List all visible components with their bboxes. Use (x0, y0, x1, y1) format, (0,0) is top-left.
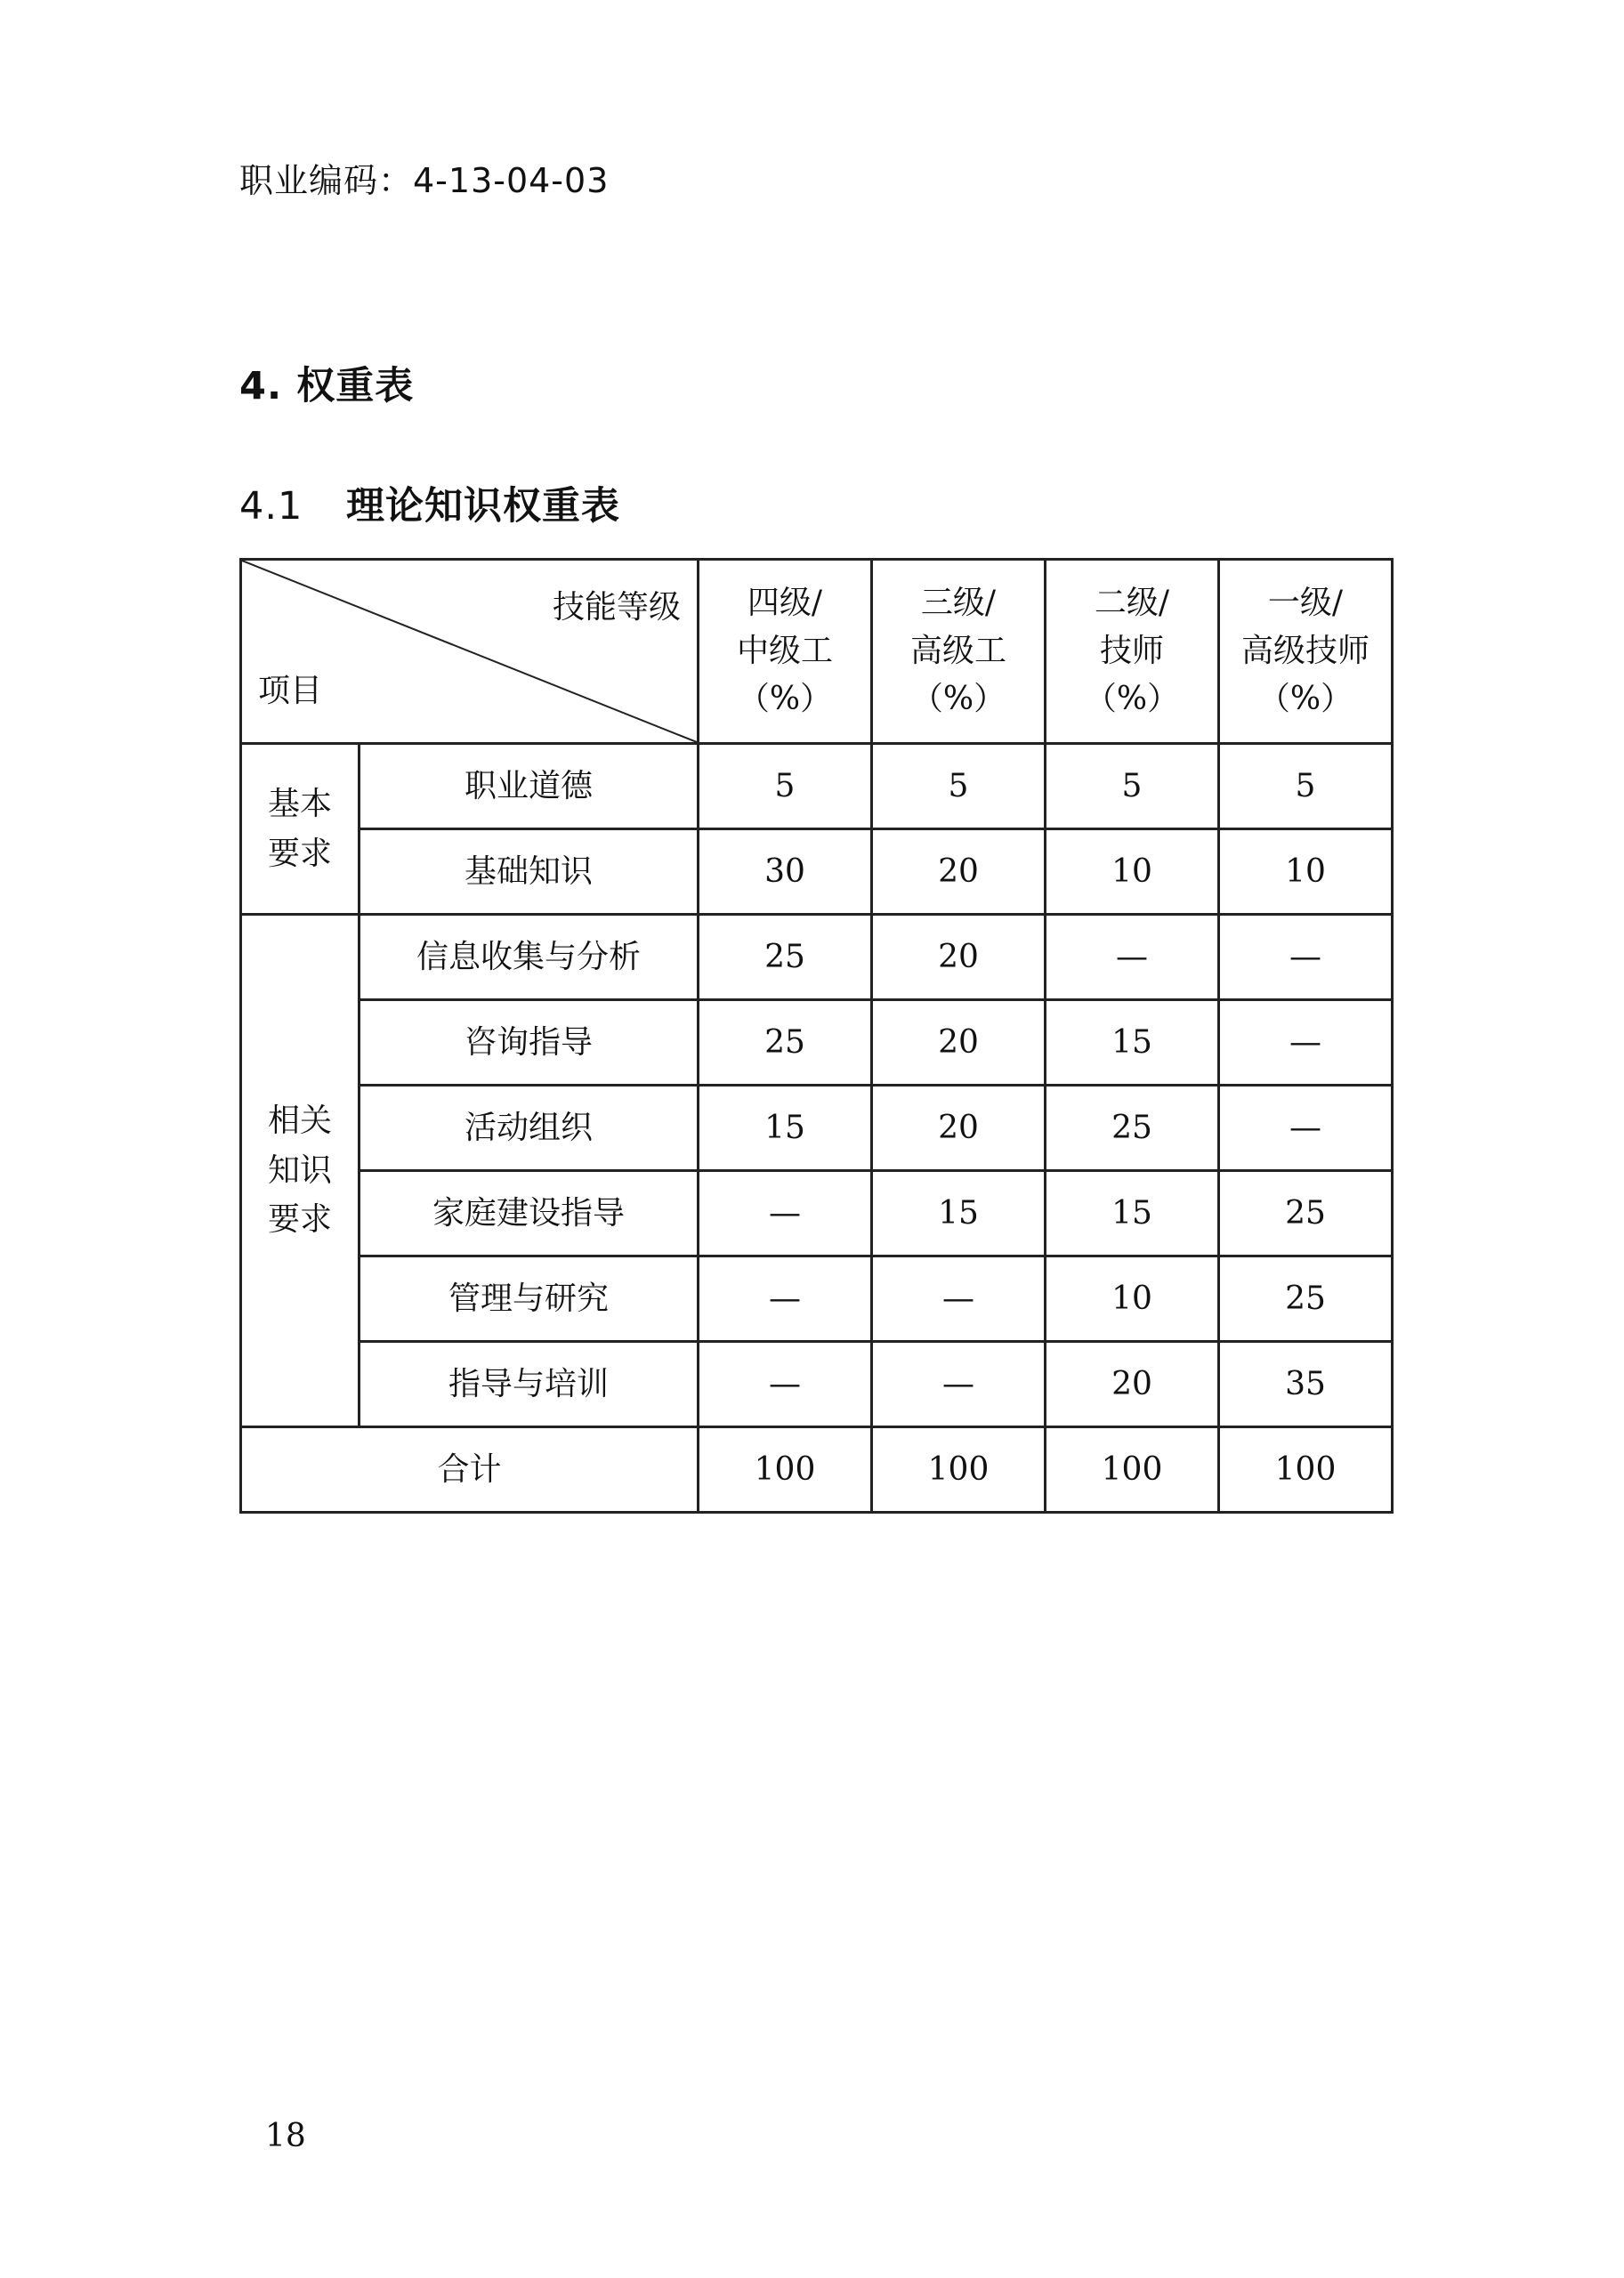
column-header-line: 技师 (1099, 633, 1164, 669)
table-row (241, 744, 1393, 829)
row-value: — (699, 1256, 872, 1342)
total-row (241, 1427, 1393, 1513)
total-value: 100 (1219, 1427, 1393, 1513)
column-header-level3 (872, 560, 1046, 744)
diagonal-header-cell (241, 560, 699, 744)
weight-table (239, 558, 1394, 1514)
column-header-line: 中级工 (736, 633, 833, 669)
row-value: — (1219, 1086, 1393, 1171)
row-value: 20 (872, 1086, 1046, 1171)
page-number: 18 (265, 2118, 306, 2154)
row-value: 25 (699, 915, 872, 1000)
column-header-level4 (699, 560, 872, 744)
row-value: — (1046, 915, 1219, 1000)
column-header-line: 高级工 (909, 633, 1006, 669)
row-value: 10 (1219, 829, 1393, 915)
group-label-line: 要求 (267, 835, 332, 872)
row-item: 职业道德 (360, 744, 699, 829)
row-value: 10 (1046, 1256, 1219, 1342)
column-header-line: （%） (1257, 681, 1353, 717)
column-header-line: （%） (737, 681, 833, 717)
column-header-line: 一级/ (1267, 585, 1344, 621)
row-value: 15 (1046, 1000, 1219, 1086)
column-header-line: 四级/ (747, 585, 823, 621)
group-label-line: 相关 (267, 1102, 332, 1139)
row-value: — (699, 1342, 872, 1427)
table-row (241, 1256, 1393, 1342)
item-label: 项目 (258, 673, 323, 709)
table-row (241, 829, 1393, 915)
column-header-line: 二级/ (1094, 585, 1170, 621)
column-header-line: 高级技师 (1240, 633, 1369, 669)
occupation-code: 职业编码：4-13-04-03 (239, 161, 610, 200)
total-value: 100 (872, 1427, 1046, 1513)
row-value: — (1219, 915, 1393, 1000)
row-value: 20 (872, 915, 1046, 1000)
column-header-line: （%） (1084, 681, 1180, 717)
total-value: 100 (1046, 1427, 1219, 1513)
table-row (241, 1000, 1393, 1086)
row-item: 指导与培训 (360, 1342, 699, 1427)
row-value: 20 (1046, 1342, 1219, 1427)
table-row (241, 1171, 1393, 1256)
row-value: 5 (1219, 744, 1393, 829)
group-related-knowledge (241, 915, 360, 1427)
row-value: 25 (1046, 1086, 1219, 1171)
subsection-heading (239, 476, 620, 530)
group-label-line: 要求 (267, 1201, 332, 1239)
row-value: — (872, 1256, 1046, 1342)
row-value: 30 (699, 829, 872, 915)
table-header-row (241, 560, 1393, 744)
section-title: 4. 权重表 (239, 364, 415, 408)
row-value: — (1219, 1000, 1393, 1086)
total-value: 100 (699, 1427, 872, 1513)
row-item: 咨询指导 (360, 1000, 699, 1086)
row-item: 基础知识 (360, 829, 699, 915)
row-value: 25 (1219, 1256, 1393, 1342)
total-label: 合计 (241, 1427, 699, 1513)
subsection-title: 理论知识权重表 (346, 484, 620, 529)
row-item: 管理与研究 (360, 1256, 699, 1342)
column-header-level2 (1046, 560, 1219, 744)
column-header-line: （%） (910, 681, 1006, 717)
row-value: 15 (699, 1086, 872, 1171)
row-value: 25 (699, 1000, 872, 1086)
row-value: 10 (1046, 829, 1219, 915)
skill-level-label: 技能等级 (552, 589, 681, 626)
subsection-number: 4.1 (239, 484, 303, 529)
row-item: 活动组织 (360, 1086, 699, 1171)
table-row (241, 1086, 1393, 1171)
row-value: 15 (1046, 1171, 1219, 1256)
row-value: 20 (872, 829, 1046, 915)
group-label-line: 知识 (267, 1151, 332, 1189)
column-header-level1 (1219, 560, 1393, 744)
row-value: 35 (1219, 1342, 1393, 1427)
row-value: 5 (872, 744, 1046, 829)
row-value: — (699, 1171, 872, 1256)
table-row (241, 1342, 1393, 1427)
group-label-line: 基本 (267, 785, 332, 822)
row-item: 家庭建设指导 (360, 1171, 699, 1256)
group-basic-requirements (241, 744, 360, 915)
table-row (241, 915, 1393, 1000)
row-value: 5 (699, 744, 872, 829)
row-value: 25 (1219, 1171, 1393, 1256)
row-value: 5 (1046, 744, 1219, 829)
row-value: 20 (872, 1000, 1046, 1086)
row-value: 15 (872, 1171, 1046, 1256)
row-item: 信息收集与分析 (360, 915, 699, 1000)
column-header-line: 三级/ (920, 585, 997, 621)
row-value: — (872, 1342, 1046, 1427)
